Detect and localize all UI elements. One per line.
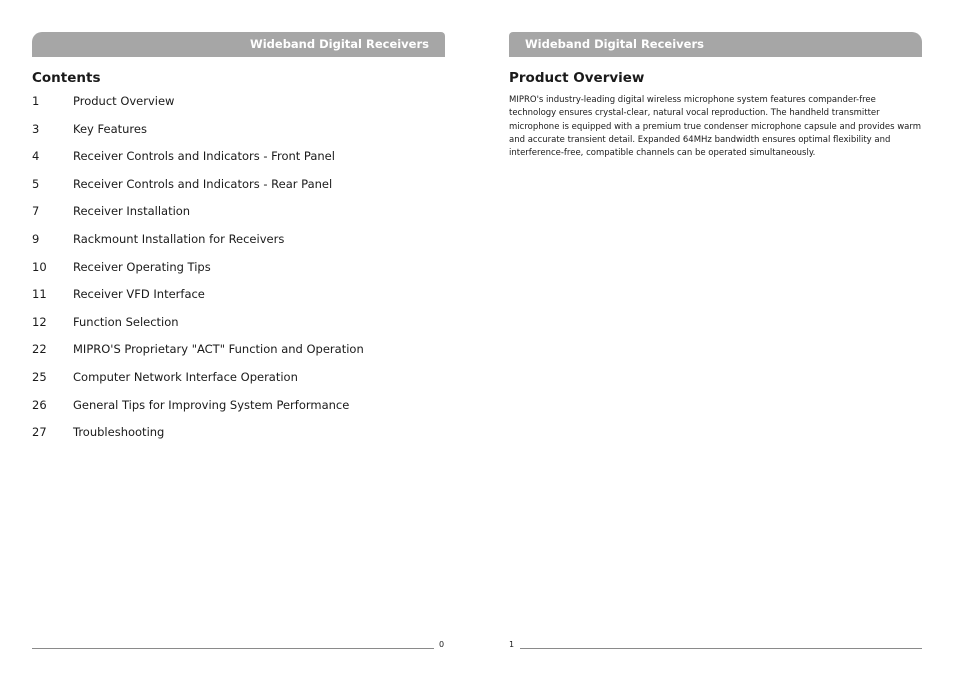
left-footer-rule bbox=[32, 648, 434, 649]
toc-entry-title: Receiver Controls and Indicators - Rear Panel bbox=[73, 176, 333, 191]
table-of-contents bbox=[32, 92, 445, 451]
toc-page-number: 1 bbox=[32, 94, 40, 108]
toc-entry[interactable] bbox=[32, 396, 445, 424]
product-overview-body: MIPRO's industry-leading digital wireless microphone system features compander-free technology ensures crystal-clear, natural vocal reproduction. The handheld transmitter microphone is equipped with a premium true condenser microphone capsule and provides warm and accurate transient detail. Expanded 64MHz bandwidth ensures optimal flexibility and interference-free, compatible channels can be operated simultaneously. bbox=[509, 95, 922, 159]
toc-entry-title: Troubleshooting bbox=[73, 425, 165, 440]
toc-page-number: 9 bbox=[32, 231, 40, 246]
toc-page-number: 4 bbox=[32, 149, 40, 164]
toc-entry-title: Product Overview bbox=[73, 94, 175, 108]
toc-entry-title: General Tips for Improving System Performance bbox=[73, 397, 350, 412]
toc-entry[interactable] bbox=[32, 340, 445, 368]
right-page bbox=[509, 0, 922, 675]
toc-entry-title: Receiver Installation bbox=[73, 204, 191, 219]
toc-page-number: 12 bbox=[32, 314, 47, 329]
toc-page-number: 11 bbox=[32, 287, 47, 302]
toc-page-number: 10 bbox=[32, 259, 47, 274]
left-page-number: 0 bbox=[439, 640, 445, 649]
toc-page-number: 27 bbox=[32, 425, 47, 440]
toc-entry[interactable] bbox=[32, 313, 445, 341]
toc-page-number: 25 bbox=[32, 369, 47, 384]
toc-entry[interactable] bbox=[32, 285, 445, 313]
toc-entry[interactable] bbox=[32, 120, 445, 148]
toc-entry-title: Receiver VFD Interface bbox=[73, 287, 205, 302]
toc-entry-title: Function Selection bbox=[73, 314, 179, 329]
toc-entry[interactable] bbox=[32, 175, 445, 203]
toc-page-number: 3 bbox=[32, 121, 40, 136]
toc-entry-title: Receiver Controls and Indicators - Front Panel bbox=[73, 149, 335, 164]
toc-entry[interactable] bbox=[32, 423, 445, 451]
left-page bbox=[32, 0, 445, 675]
right-header-banner: Wideband Digital Receivers bbox=[509, 32, 922, 57]
toc-page-number: 5 bbox=[32, 176, 40, 191]
toc-entry[interactable] bbox=[32, 230, 445, 258]
contents-title: Contents bbox=[32, 70, 101, 86]
toc-page-number: 22 bbox=[32, 342, 47, 357]
toc-entry[interactable] bbox=[32, 202, 445, 230]
right-page-number: 1 bbox=[509, 640, 515, 649]
toc-entry[interactable] bbox=[32, 258, 445, 286]
toc-entry[interactable] bbox=[32, 368, 445, 396]
toc-entry[interactable] bbox=[32, 92, 445, 120]
toc-entry-title: Computer Network Interface Operation bbox=[73, 369, 298, 384]
toc-page-number: 7 bbox=[32, 204, 40, 219]
toc-page-number: 26 bbox=[32, 397, 47, 412]
toc-entry[interactable] bbox=[32, 147, 445, 175]
toc-entry-title: Key Features bbox=[73, 121, 147, 136]
product-overview-title: Product Overview bbox=[509, 70, 645, 86]
right-footer-rule bbox=[520, 648, 922, 649]
toc-entry-title: Rackmount Installation for Receivers bbox=[73, 231, 285, 246]
toc-entry-title: Receiver Operating Tips bbox=[73, 259, 211, 274]
toc-entry-title: MIPRO'S Proprietary "ACT" Function and Operation bbox=[73, 342, 364, 357]
left-header-banner: Wideband Digital Receivers bbox=[32, 32, 445, 57]
